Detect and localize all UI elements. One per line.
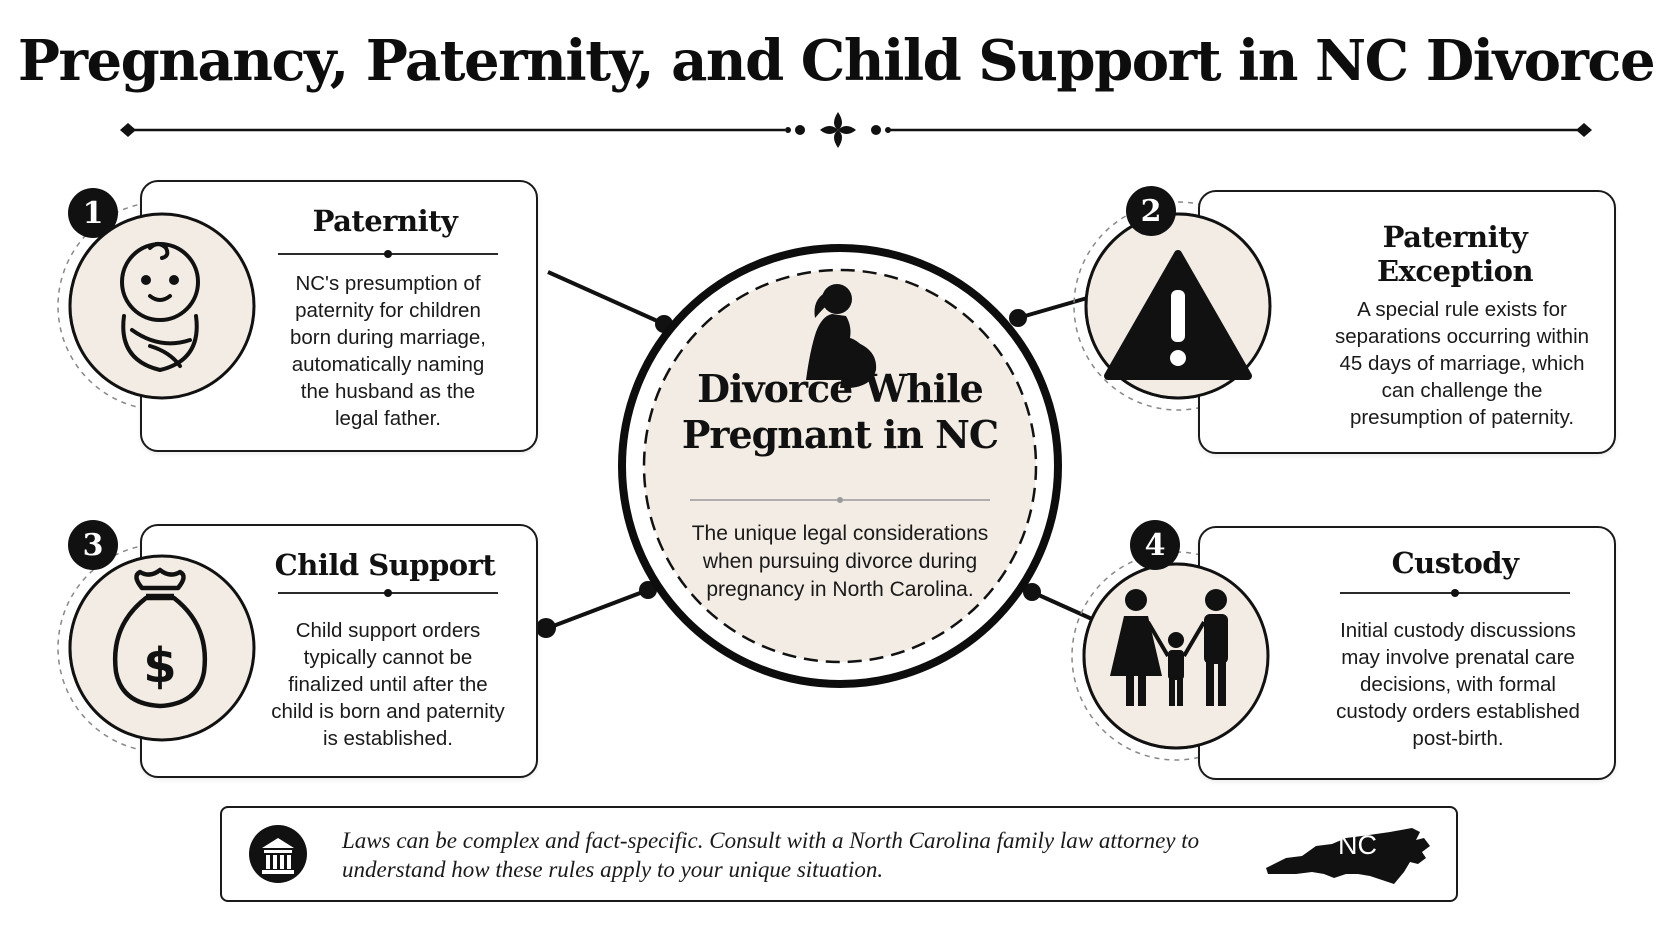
card-body-child-support: Child support orders typically cannot be finalized until after the child is born and paternity is established. (271, 619, 505, 750)
footer-text: Laws can be complex and fact-specific. Consult with a North Carolina family law attorney to understand how these rules apply to your unique situation. (342, 828, 1200, 882)
card-divider-4 (1340, 592, 1570, 594)
svg-text:$: $ (143, 638, 177, 694)
step-badge-2: 2 (1126, 186, 1176, 236)
card-body-paternity-exception: A special rule exists for separations occurring within 45 days of marriage, which can challenge the presumption of paternity. (1334, 298, 1590, 429)
card-title-paternity-exception: Paternity Exception (1376, 220, 1534, 288)
courthouse-icon (248, 824, 308, 884)
step-badge-1: 1 (68, 188, 118, 238)
center-title (640, 366, 1040, 458)
step-badge-3: 3 (68, 520, 118, 570)
card-title-custody: Custody (1391, 546, 1519, 580)
card-title-child-support: Child Support (274, 548, 496, 582)
center-description: The unique legal considerations when pursuing divorce during pregnancy in North Carolina. (691, 522, 989, 601)
center-title-line-1: Divorce While (697, 366, 983, 411)
card-title-paternity: Paternity (312, 204, 458, 238)
card-body-paternity: NC's presumption of paternity for children born during marriage, automatically naming the husband as the legal father. (290, 272, 486, 430)
page-title: Pregnancy, Paternity, and Child Support in NC Divorce (17, 28, 1655, 94)
map-label: NC (1338, 830, 1377, 860)
card-body-custody: Initial custody discussions may involve prenatal care decisions, with formal custody orders established post-birth. (1336, 619, 1580, 750)
center-title-line-2: Pregnant in NC (681, 412, 999, 457)
card-divider-3 (278, 592, 498, 594)
footer-disclaimer (220, 806, 1458, 902)
step-badge-4: 4 (1130, 520, 1180, 570)
card-divider-1 (278, 253, 498, 255)
